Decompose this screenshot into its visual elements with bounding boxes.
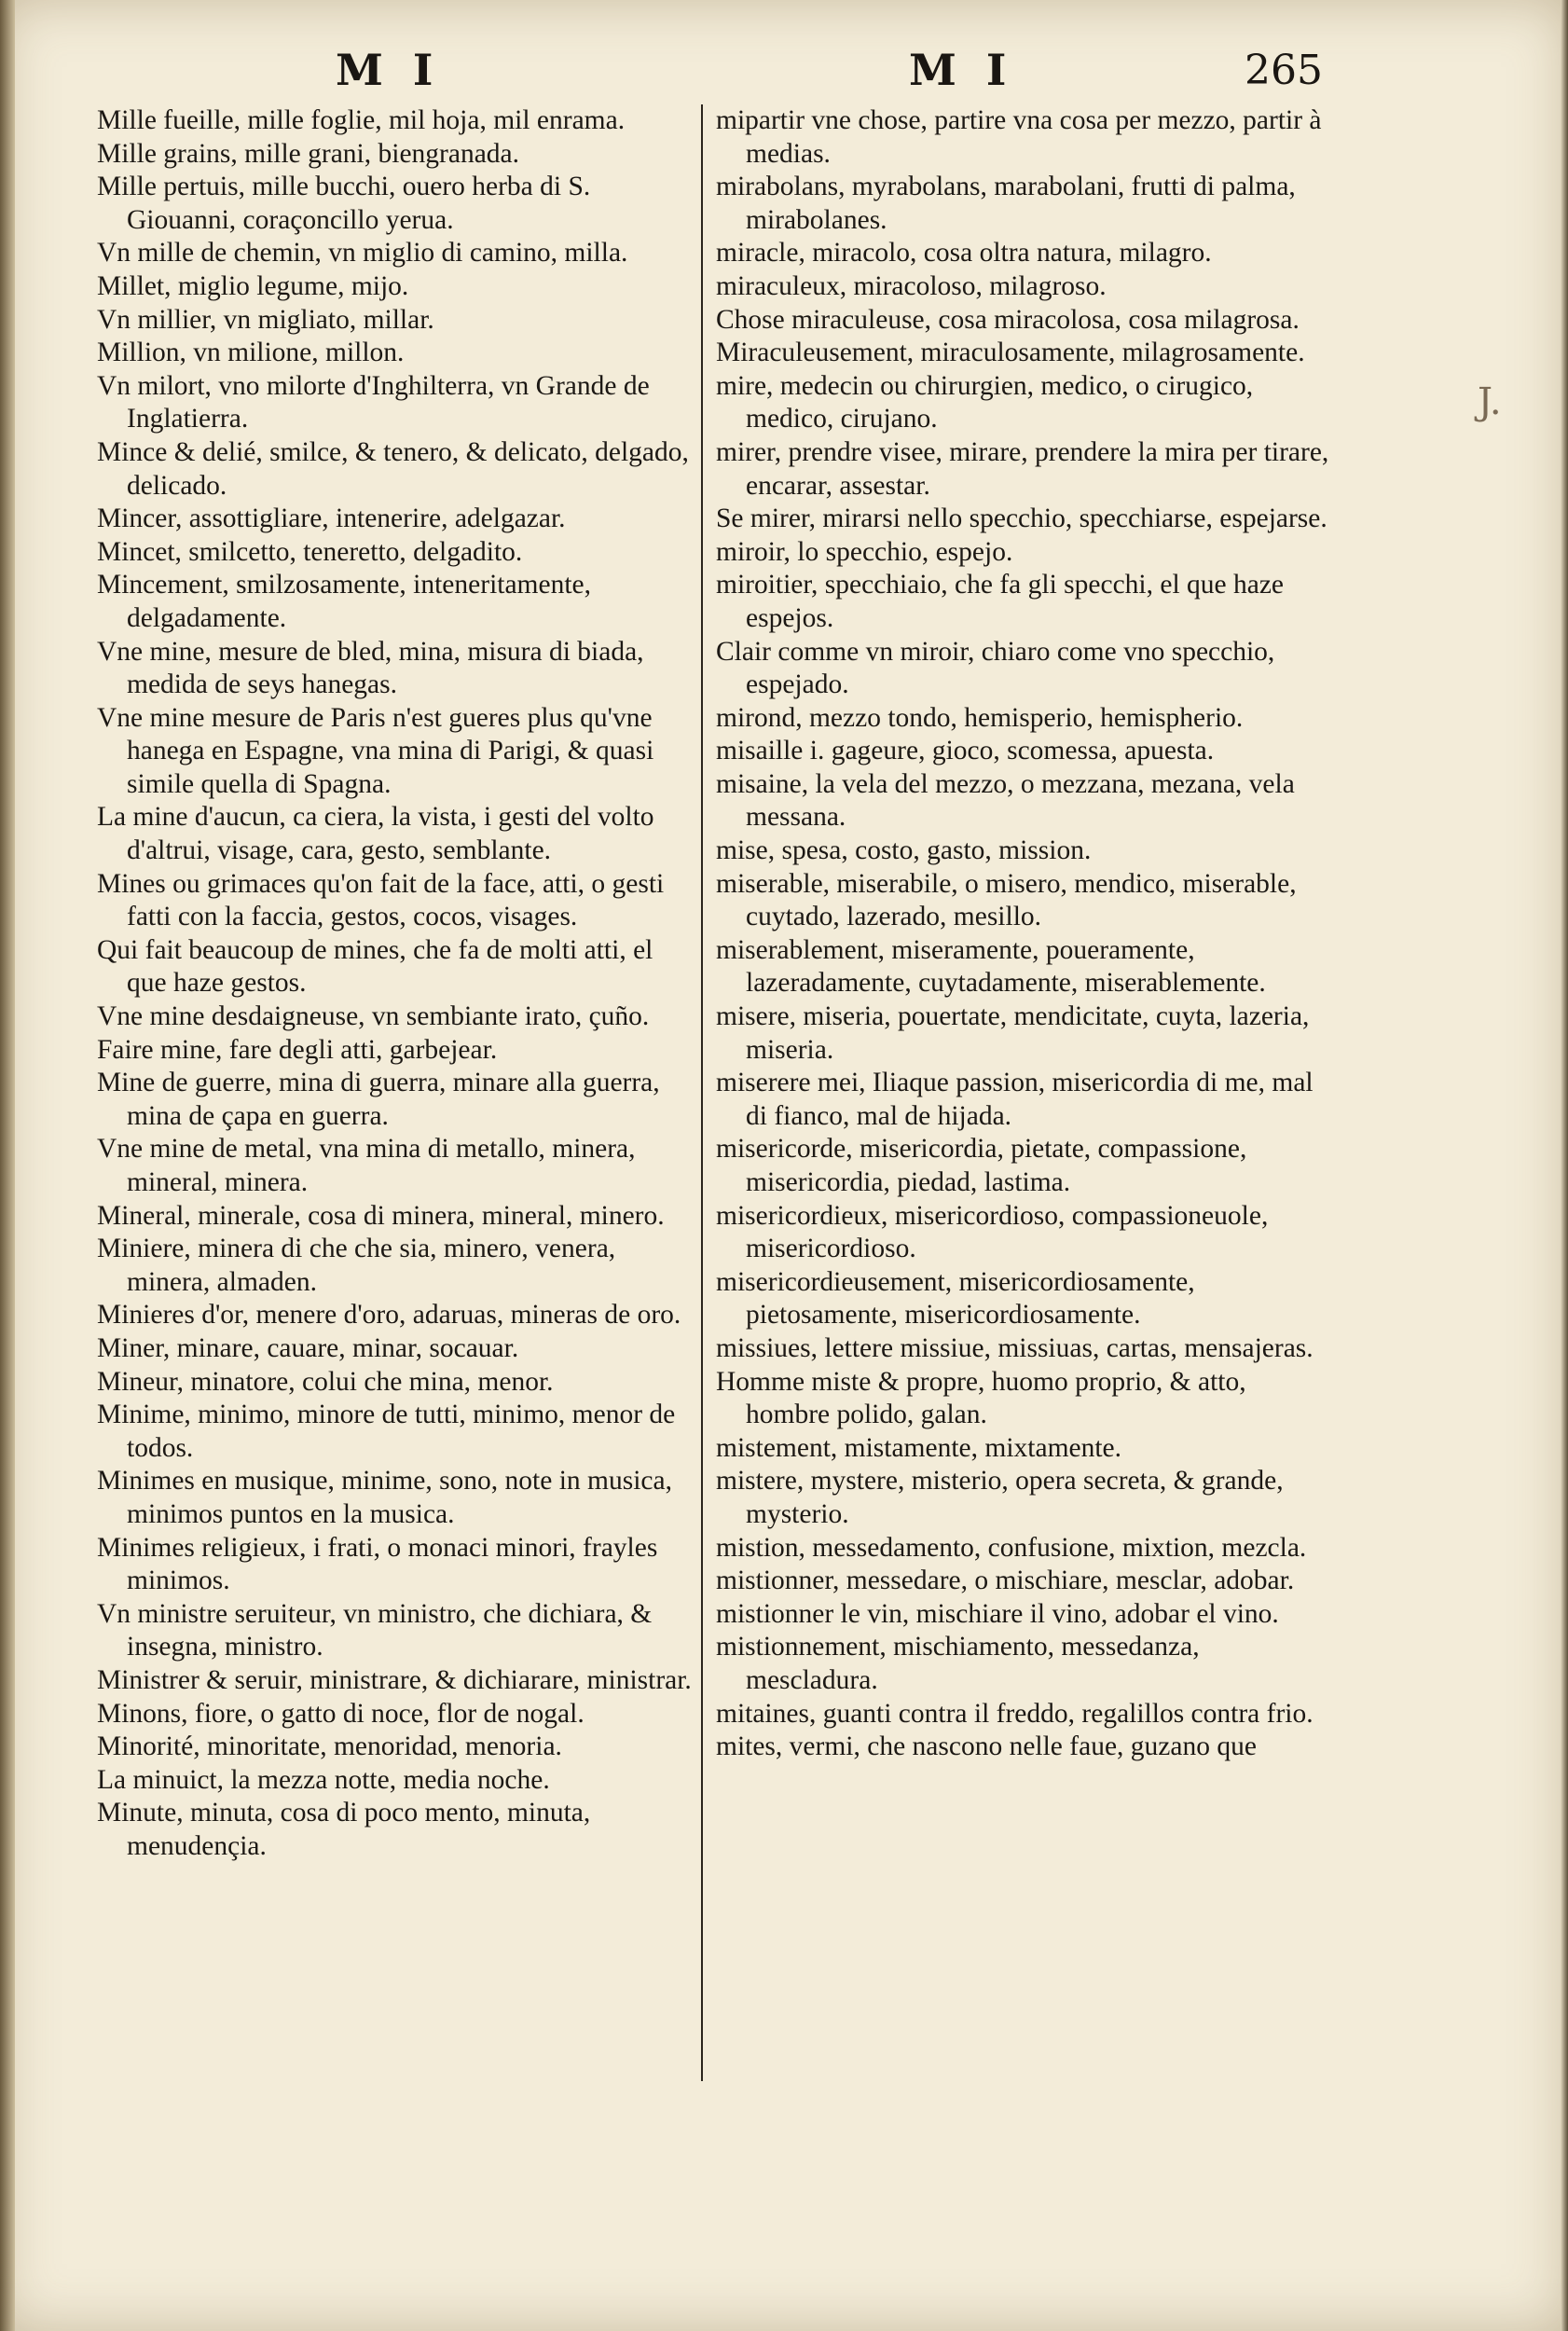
dictionary-entry: miserere mei, Iliaque passion, misericordia di me, mal di fianco, mal de hijada. — [716, 1068, 1314, 1131]
dictionary-entry: mirond, mezzo tondo, hemisperio, hemispherio. — [716, 702, 1244, 733]
dictionary-entry: Vne mine mesure de Paris n'est gueres plus qu'vne hanega en Espagne, vna mina di Parigi, & quasi simile quella di Spagna. — [97, 702, 654, 799]
dictionary-entry: Vn ministre seruiteur, vn ministro, che dichiara, & insegna, ministro. — [97, 1598, 653, 1662]
dictionary-entry: misericordieusement, misericordiosamente, pietosamente, misericordiosamente. — [716, 1266, 1195, 1331]
page-number: 265 — [1245, 47, 1323, 94]
dictionary-entry: miserablement, miseramente, poueramente, lazeradamente, cuytadamente, miserablemente. — [716, 934, 1266, 999]
margin-note: J. — [1478, 380, 1502, 423]
dictionary-entry: mistionner le vin, mischiare il vino, adobar el vino. — [716, 1598, 1279, 1629]
running-head-left: M I — [336, 45, 441, 95]
dictionary-entry: Minime, minimo, minore de tutti, minimo, menor de todos. — [97, 1400, 676, 1463]
dictionary-entry: Mineral, minerale, cosa di minera, mineral, minero. — [97, 1200, 665, 1231]
dictionary-entry: Mincet, smilcetto, teneretto, delgadito. — [97, 536, 523, 567]
dictionary-entry: misaille i. gageure, gioco, scomessa, apuesta. — [716, 736, 1215, 766]
dictionary-entry: misaine, la vela del mezzo, o mezzana, mezana, vela messana. — [716, 768, 1295, 833]
dictionary-entry: missiues, lettere missiue, missiuas, cartas, mensajeras. — [716, 1332, 1314, 1363]
column-rule — [701, 104, 703, 2081]
dictionary-entry: mistement, mistamente, mixtamente. — [716, 1432, 1122, 1463]
dictionary-entry: Minimes en musique, minime, sono, note in musica, minimos puntos en la musica. — [97, 1466, 672, 1529]
dictionary-entry: Mincer, assottigliare, intenerire, adelgazar. — [97, 503, 566, 534]
page-edge-left — [0, 0, 15, 2331]
dictionary-entry: misericorde, misericordia, pietate, compassione, misericordia, piedad, lastima. — [716, 1134, 1247, 1197]
dictionary-entry: Mille fueille, mille foglie, mil hoja, mil enrama. — [97, 105, 626, 135]
dictionary-entry: mitaines, guanti contra il freddo, regalillos contra frio. — [716, 1698, 1314, 1729]
dictionary-entry: miraculeux, miracoloso, milagroso. — [716, 270, 1107, 301]
dictionary-entry: Mille grains, mille grani, biengranada. — [97, 138, 520, 169]
dictionary-entry: miracle, miracolo, cosa oltra natura, milagro. — [716, 238, 1212, 269]
dictionary-entry: mirer, prendre visee, mirare, prendere la mira per tirare, encarar, assestar. — [716, 436, 1329, 501]
dictionary-entry: mise, spesa, costo, gasto, mission. — [716, 835, 1092, 866]
dictionary-entry: miserable, miserabile, o misero, mendico, miserable, cuytado, lazerado, mesillo. — [716, 868, 1297, 932]
left-column — [97, 104, 694, 1863]
dictionary-entry: Ministrer & seruir, ministrare, & dichiarare, ministrar. — [97, 1664, 692, 1695]
dictionary-entry: Miner, minare, cauare, minar, socauar. — [97, 1332, 519, 1363]
dictionary-entry: mistionnement, mischiamento, messedanza, mescladura. — [716, 1632, 1200, 1695]
dictionary-entry: Mince & delié, smilce, & tenero, & delicato, delgado, delicado. — [97, 436, 689, 501]
dictionary-entry: miroir, lo specchio, espejo. — [716, 536, 1013, 567]
dictionary-entry: Vn milort, vno milorte d'Inghilterra, vn Grande de Inglatierra. — [97, 370, 650, 434]
dictionary-entry: mistionner, messedare, o mischiare, mesclar, adobar. — [716, 1565, 1295, 1596]
dictionary-entry: miroitier, specchiaio, che fa gli specchi, el que haze espejos. — [716, 570, 1285, 633]
dictionary-entry: Minimes religieux, i frati, o monaci minori, frayles minimos. — [97, 1532, 658, 1596]
dictionary-entry: Vne mine desdaigneuse, vn sembiante irato, çuño. — [97, 1001, 650, 1032]
dictionary-entry: Vn mille de chemin, vn miglio di camino, milla. — [97, 238, 628, 269]
dictionary-entry: Minieres d'or, menere d'oro, adaruas, mineras de oro. — [97, 1300, 681, 1331]
dictionary-entry: Miraculeusement, miraculosamente, milagrosamente. — [716, 338, 1305, 368]
dictionary-entry: mistere, mystere, misterio, opera secreta, & grande, mysterio. — [716, 1466, 1284, 1529]
dictionary-entry: Minute, minuta, cosa di poco mento, minuta, menudençia. — [97, 1798, 591, 1861]
dictionary-entry: Mineur, minatore, colui che mina, menor. — [97, 1366, 554, 1397]
dictionary-entry: misericordieux, misericordioso, compassioneuole, misericordioso. — [716, 1200, 1269, 1264]
dictionary-entry: Minons, fiore, o gatto di noce, flor de nogal. — [97, 1698, 585, 1729]
dictionary-entry: mirabolans, myrabolans, marabolani, frutti di palma, mirabolanes. — [716, 172, 1296, 235]
dictionary-entry: Vne mine, mesure de bled, mina, misura di biada, medida de seys hanegas. — [97, 636, 644, 700]
dictionary-entry: Millet, miglio legume, mijo. — [97, 270, 409, 301]
dictionary-entry: Mine de guerre, mina di guerra, minare alla guerra, mina de çapa en guerra. — [97, 1068, 660, 1131]
dictionary-entry: Clair comme vn miroir, chiaro come vno specchio, espejado. — [716, 636, 1275, 700]
dictionary-entry: La minuict, la mezza notte, media noche. — [97, 1764, 550, 1795]
dictionary-entry: Vn millier, vn migliato, millar. — [97, 304, 434, 335]
dictionary-entry: Se mirer, mirarsi nello specchio, specchiarse, espejarse. — [716, 503, 1327, 534]
dictionary-entry: Chose miraculeuse, cosa miracolosa, cosa milagrosa. — [716, 304, 1300, 335]
dictionary-entry: Qui fait beaucoup de mines, che fa de molti atti, el que haze gestos. — [97, 934, 653, 999]
dictionary-entry: misere, miseria, pouertate, mendicitate, cuyta, lazeria, miseria. — [716, 1001, 1310, 1065]
page-edge-right — [1561, 0, 1568, 2331]
dictionary-entry: La mine d'aucun, ca ciera, la vista, i gesti del volto d'altrui, visage, cara, gesto, semblante. — [97, 802, 654, 866]
dictionary-entry: Mincement, smilzosamente, inteneritamente, delgadamente. — [97, 570, 592, 633]
dictionary-entry: Mille pertuis, mille bucchi, ouero herba di S. Giouanni, coraçoncillo yerua. — [97, 172, 591, 235]
dictionary-entry: Minorité, minoritate, menoridad, menoria. — [97, 1731, 562, 1762]
dictionary-entry: mistion, messedamento, confusione, mixtion, mezcla. — [716, 1532, 1307, 1563]
dictionary-entry: Million, vn milione, millon. — [97, 338, 405, 368]
dictionary-entry: mipartir vne chose, partire vna cosa per mezzo, partir à medias. — [716, 105, 1322, 169]
dictionary-entry: mites, vermi, che nascono nelle faue, guzano que — [716, 1731, 1257, 1762]
dictionary-entry: mire, medecin ou chirurgien, medico, o cirugico, medico, cirujano. — [716, 370, 1254, 434]
right-column — [716, 104, 1331, 1764]
dictionary-entry: Mines ou grimaces qu'on fait de la face, atti, o gesti fatti con la faccia, gestos, cocos, visages. — [97, 868, 665, 932]
running-head-right: M I — [909, 45, 1014, 95]
dictionary-entry: Homme miste & propre, huomo proprio, & atto, hombre polido, galan. — [716, 1366, 1246, 1430]
dictionary-entry: Vne mine de metal, vna mina di metallo, minera, mineral, minera. — [97, 1134, 636, 1197]
dictionary-entry: Faire mine, fare degli atti, garbejear. — [97, 1034, 498, 1065]
dictionary-entry: Miniere, minera di che che sia, minero, venera, minera, almaden. — [97, 1234, 616, 1297]
